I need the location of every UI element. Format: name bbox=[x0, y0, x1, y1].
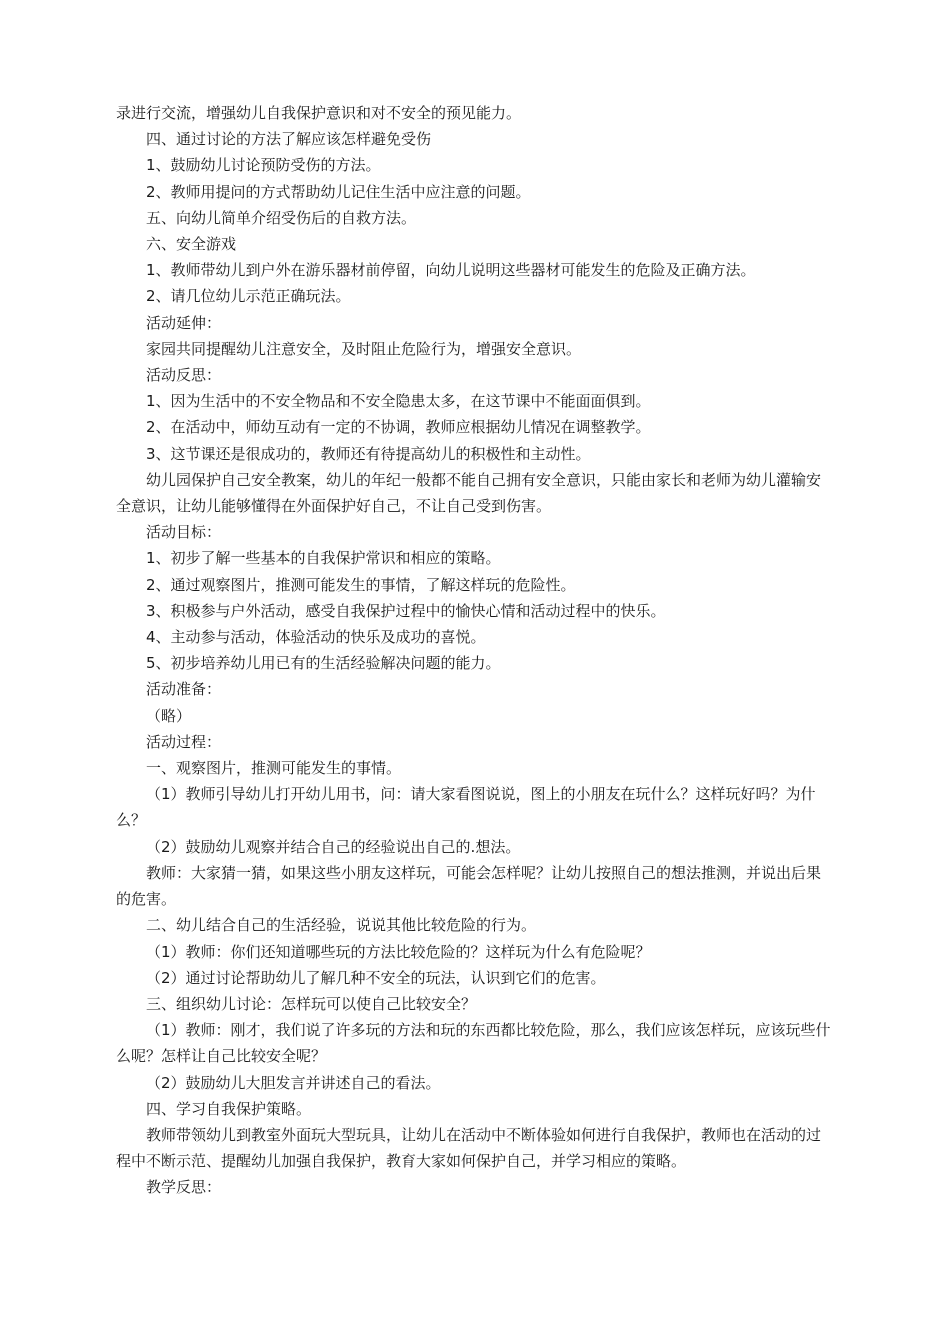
section-heading: 四、学习自我保护策略。 bbox=[146, 1099, 312, 1118]
list-item: 5、初步培养幼儿用已有的生活经验解决问题的能力。 bbox=[146, 654, 501, 673]
list-item: （2）鼓励幼儿大胆发言并讲述自己的看法。 bbox=[146, 1073, 441, 1092]
paragraph: 教师：大家猜一猜，如果这些小朋友这样玩，可能会怎样呢？让幼儿按照自己的想法推测，并说出后果的危害。 bbox=[116, 863, 822, 909]
paragraph: （略） bbox=[146, 706, 192, 725]
section-label: 教学反思： bbox=[146, 1178, 222, 1197]
paragraph: 录进行交流，增强幼儿自我保护意识和对不安全的预见能力。 bbox=[116, 104, 522, 122]
section-heading: 一、观察图片，推测可能发生的事情。 bbox=[146, 759, 402, 778]
list-item: （2）通过讨论帮助幼儿了解几种不安全的玩法，认识到它们的危害。 bbox=[146, 968, 606, 987]
paragraph: 幼儿园保护自己安全教案，幼儿的年纪一般都不能自己拥有安全意识，只能由家长和老师为幼儿灌输安全意识，让幼儿能够懂得在外面保护好自己，不让自己受到伤害。 bbox=[116, 470, 822, 516]
list-item: 3、这节课还是很成功的，教师还有待提高幼儿的积极性和主动性。 bbox=[146, 444, 591, 463]
list-item: 2、教师用提问的方式帮助幼儿记住生活中应注意的问题。 bbox=[146, 182, 531, 201]
list-item: 2、在活动中，师幼互动有一定的不协调，教师应根据幼儿情况在调整教学。 bbox=[146, 418, 651, 437]
list-item: （2）鼓励幼儿观察并结合自己的经验说出自己的.想法。 bbox=[146, 837, 521, 856]
list-item: 2、请几位幼儿示范正确玩法。 bbox=[146, 287, 351, 306]
list-item: （1）教师引导幼儿打开幼儿用书，问：请大家看图说说，图上的小朋友在玩什么？这样玩好吗？为什么？ bbox=[116, 785, 816, 830]
section-label: 活动目标： bbox=[146, 523, 222, 542]
section-label: 活动延伸： bbox=[146, 313, 222, 332]
list-item: 1、教师带幼儿到户外在游乐器材前停留，向幼儿说明这些器材可能发生的危险及正确方法。 bbox=[146, 261, 756, 280]
section-heading: 五、向幼儿简单介绍受伤后的自救方法。 bbox=[146, 208, 417, 227]
list-item: 2、通过观察图片，推测可能发生的事情，了解这样玩的危险性。 bbox=[146, 575, 576, 594]
list-item: （1）教师：刚才，我们说了许多玩的方法和玩的东西都比较危险，那么，我们应该怎样玩，应该玩些什么呢？怎样让自己比较安全呢？ bbox=[116, 1021, 831, 1066]
list-item: 1、因为生活中的不安全物品和不安全隐患太多，在这节课中不能面面俱到。 bbox=[146, 392, 651, 411]
list-item: （1）教师：你们还知道哪些玩的方法比较危险的？这样玩为什么有危险呢？ bbox=[146, 942, 651, 961]
paragraph: 家园共同提醒幼儿注意安全，及时阻止危险行为，增强安全意识。 bbox=[146, 339, 582, 358]
section-label: 活动准备： bbox=[146, 680, 222, 699]
document-body bbox=[116, 100, 834, 1201]
section-heading: 三、组织幼儿讨论：怎样玩可以使自己比较安全？ bbox=[146, 994, 477, 1013]
section-heading: 二、幼儿结合自己的生活经验，说说其他比较危险的行为。 bbox=[146, 916, 537, 935]
section-heading: 六、安全游戏 bbox=[146, 235, 237, 254]
section-label: 活动反思： bbox=[146, 366, 222, 385]
list-item: 1、鼓励幼儿讨论预防受伤的方法。 bbox=[146, 156, 381, 175]
section-label: 活动过程： bbox=[146, 732, 222, 751]
list-item: 3、积极参与户外活动，感受自我保护过程中的愉快心情和活动过程中的快乐。 bbox=[146, 601, 666, 620]
list-item: 4、主动参与活动，体验活动的快乐及成功的喜悦。 bbox=[146, 628, 486, 647]
list-item: 1、初步了解一些基本的自我保护常识和相应的策略。 bbox=[146, 549, 501, 568]
paragraph: 教师带领幼儿到教室外面玩大型玩具，让幼儿在活动中不断体验如何进行自我保护，教师也在活动的过程中不断示范、提醒幼儿加强自我保护，教育大家如何保护自己，并学习相应的策略。 bbox=[116, 1125, 822, 1171]
section-heading: 四、通过讨论的方法了解应该怎样避免受伤 bbox=[146, 130, 432, 149]
